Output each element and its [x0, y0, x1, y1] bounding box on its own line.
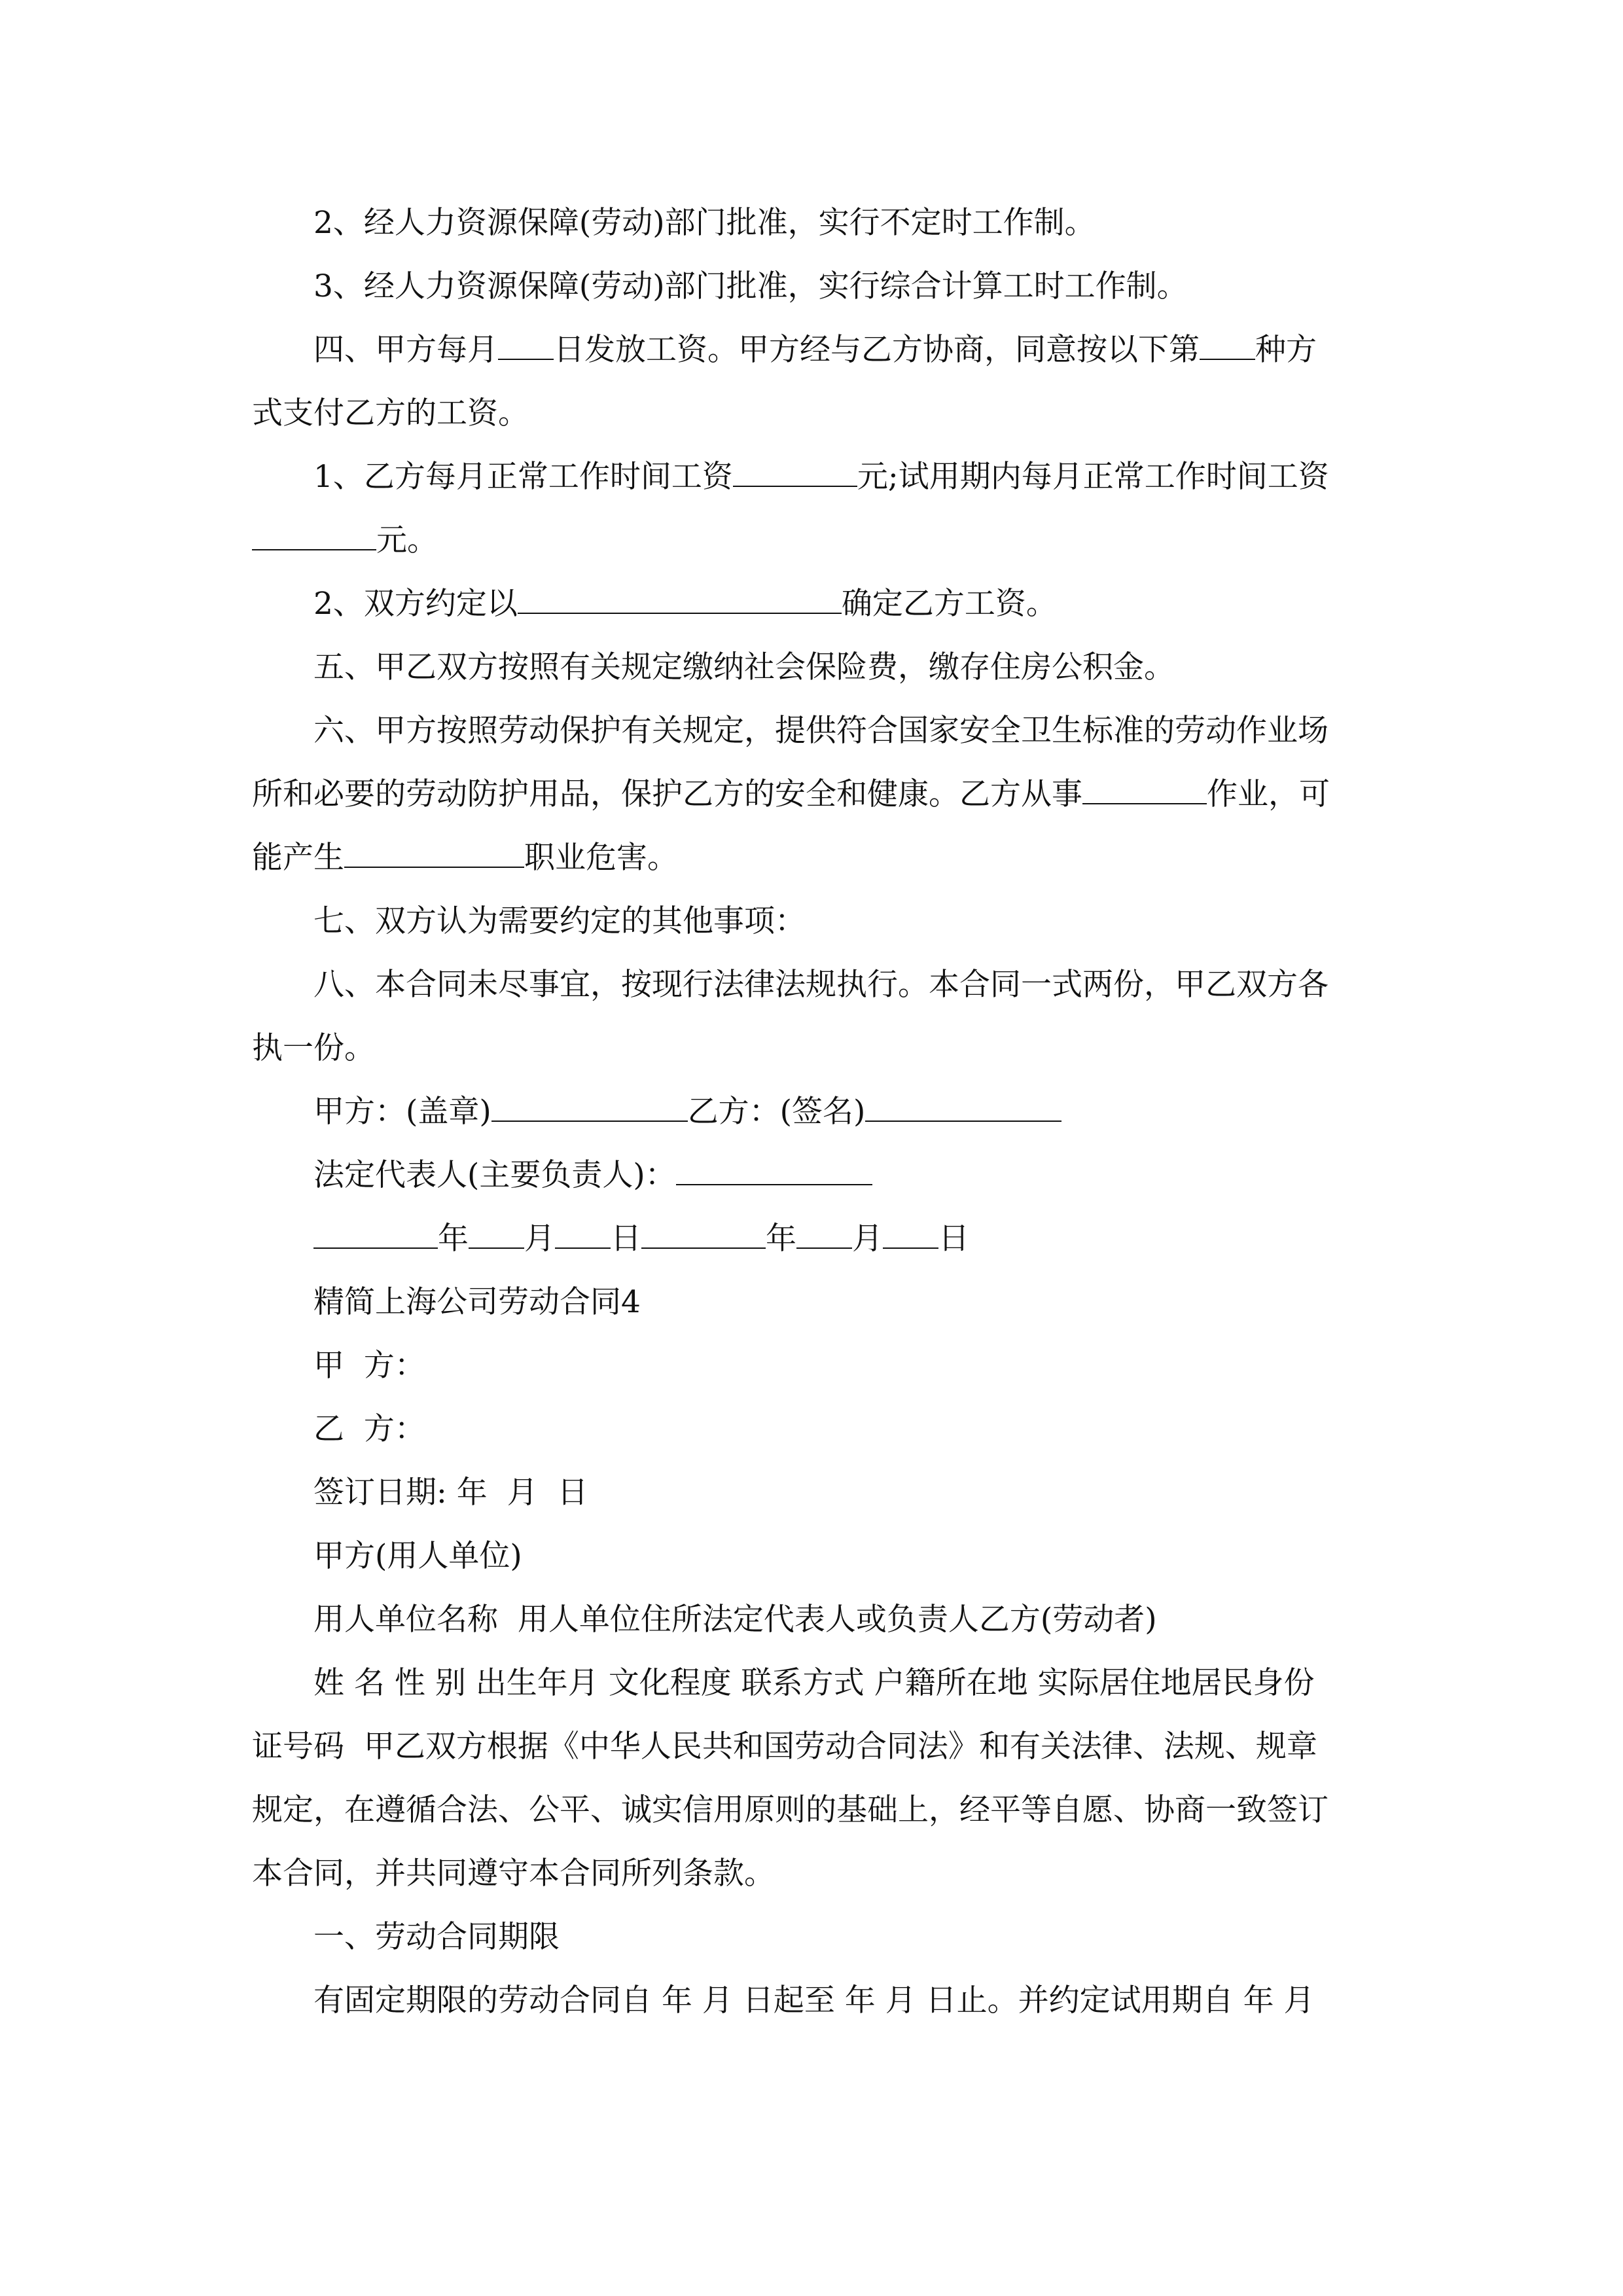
employee-fields: 姓 名 性 别 出生年月 文化程度 联系方式 户籍所在地 实际居住地居民身份: [313, 1665, 1315, 1701]
clause-6-continued-2: 能产生 职业危害。: [252, 826, 1387, 889]
blank-month-a: [469, 1215, 524, 1249]
blank-probation-salary: [252, 516, 376, 550]
blank-day-a: [555, 1215, 611, 1249]
blank-legal-representative: [676, 1151, 872, 1185]
blank-pay-day: [498, 326, 554, 360]
legal-representative-line: 法定代表人(主要负责人)：: [252, 1143, 1387, 1207]
clause-6-labor-protection: 六、甲方按照劳动保护有关规定，提供符合国家安全卫生标准的劳动作业场: [313, 713, 1329, 749]
clause-7-other-matters: 七、双方认为需要约定的其他事项：: [313, 903, 806, 939]
blank-day-b: [883, 1215, 938, 1249]
clause-5-social-insurance: 五、甲乙双方按照有关规定缴纳社会保险费，缴存住房公积金。: [313, 649, 1175, 685]
clause-8-continued: 执一份。: [252, 1030, 375, 1066]
blank-party-b-signature: [865, 1088, 1061, 1122]
blank-work-type: [1082, 770, 1207, 804]
preamble-line-2: 规定，在遵循合法、公平、诚实信用原则的基础上，经平等自愿、协商一致签订: [252, 1792, 1329, 1828]
party-a-label: 甲 方：: [313, 1348, 425, 1384]
signing-date-label: 签订日期: 年 月 日: [313, 1475, 588, 1511]
blank-month-b: [796, 1215, 852, 1249]
clause-8-misc: 八、本合同未尽事宜，按现行法律法规执行。本合同一式两份，甲乙双方各: [313, 967, 1329, 1003]
blank-pay-method: [1200, 326, 1255, 360]
blank-year-b: [641, 1215, 766, 1249]
blank-monthly-salary: [733, 453, 857, 487]
date-line: 年 月 日 年 月 日: [252, 1207, 1387, 1270]
clause-flexible-hours: 2、经人力资源保障(劳动)部门批准，实行不定时工作制。: [313, 205, 1096, 241]
preamble-line-3: 本合同，并共同遵守本合同所列条款。: [252, 1856, 775, 1892]
contract-text: [252, 191, 1387, 2032]
clause-4-salary-date: 四、甲方每月 日发放工资。甲方经与乙方协商，同意按以下第 种方: [252, 318, 1387, 382]
section-title: 精简上海公司劳动合同4: [313, 1284, 641, 1320]
clause-6-continued: 所和必要的劳动防护用品，保护乙方的安全和健康。乙方从事 作业，可: [252, 762, 1387, 826]
employer-label: 甲方(用人单位): [313, 1538, 522, 1574]
clause-4-continued: 式支付乙方的工资。: [252, 395, 529, 431]
party-b-label: 乙 方：: [313, 1411, 425, 1447]
clause-salary-basis: 2、双方约定以 确定乙方工资。: [252, 572, 1387, 636]
blank-year-a: [313, 1215, 438, 1249]
clause-fixed-term: 有固定期限的劳动合同自 年 月 日起至 年 月 日止。并约定试用期自 年 月: [313, 1982, 1315, 2018]
clause-comprehensive-hours: 3、经人力资源保障(劳动)部门批准，实行综合计算工时工作制。: [313, 268, 1188, 304]
blank-occupational-hazard: [344, 834, 524, 868]
blank-salary-basis: [518, 580, 842, 614]
preamble-line-1: 证号码 甲乙双方根据《中华人民共和国劳动合同法》和有关法律、法规、规章: [252, 1729, 1317, 1765]
signature-line: 甲方：(盖章) 乙方：(签名): [252, 1080, 1387, 1143]
clause-salary-amount-continued: 元。: [252, 509, 1387, 572]
heading-contract-term: 一、劳动合同期限: [313, 1919, 560, 1955]
clause-salary-amount: 1、乙方每月正常工作时间工资 元;试用期内每月正常工作时间工资: [252, 445, 1387, 509]
employer-fields: 用人单位名称 用人单位住所法定代表人或负责人乙方(劳动者): [313, 1602, 1157, 1638]
blank-party-a-seal: [491, 1088, 688, 1122]
